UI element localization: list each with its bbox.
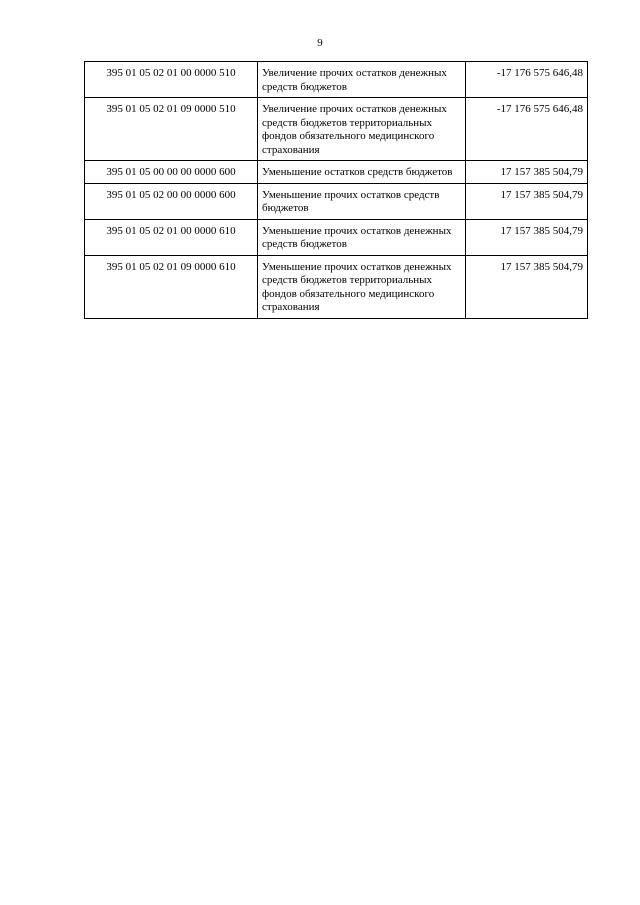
budget-code-cell: 395 01 05 02 01 00 0000 510 xyxy=(85,62,258,98)
amount-cell: -17 176 575 646,48 xyxy=(466,62,588,98)
amount-cell: 17 157 385 504,79 xyxy=(466,255,588,318)
table-row xyxy=(85,219,588,255)
budget-name-cell: Уменьшение остатков средств бюджетов xyxy=(258,161,466,184)
table-row xyxy=(85,62,588,98)
budget-name-cell: Уменьшение прочих остатков денежных средств бюджетов территориальных фондов обязательного медицинского страхования xyxy=(258,255,466,318)
page-number: 9 xyxy=(317,37,323,49)
table-row xyxy=(85,255,588,318)
budget-code-cell: 395 01 05 02 01 09 0000 510 xyxy=(85,98,258,161)
budget-name-cell: Увеличение прочих остатков денежных средств бюджетов xyxy=(258,62,466,98)
table-row xyxy=(85,183,588,219)
budget-code-cell: 395 01 05 00 00 00 0000 600 xyxy=(85,161,258,184)
budget-name-cell: Увеличение прочих остатков денежных средств бюджетов территориальных фондов обязательного медицинского страхования xyxy=(258,98,466,161)
budget-name-cell: Уменьшение прочих остатков денежных средств бюджетов xyxy=(258,219,466,255)
table-row xyxy=(85,98,588,161)
budget-name-cell: Уменьшение прочих остатков средств бюджетов xyxy=(258,183,466,219)
budget-sources-table xyxy=(84,61,588,319)
budget-code-cell: 395 01 05 02 00 00 0000 600 xyxy=(85,183,258,219)
amount-cell: -17 176 575 646,48 xyxy=(466,98,588,161)
amount-cell: 17 157 385 504,79 xyxy=(466,219,588,255)
amount-cell: 17 157 385 504,79 xyxy=(466,183,588,219)
amount-cell: 17 157 385 504,79 xyxy=(466,161,588,184)
budget-code-cell: 395 01 05 02 01 09 0000 610 xyxy=(85,255,258,318)
budget-code-cell: 395 01 05 02 01 00 0000 610 xyxy=(85,219,258,255)
table-row xyxy=(85,161,588,184)
